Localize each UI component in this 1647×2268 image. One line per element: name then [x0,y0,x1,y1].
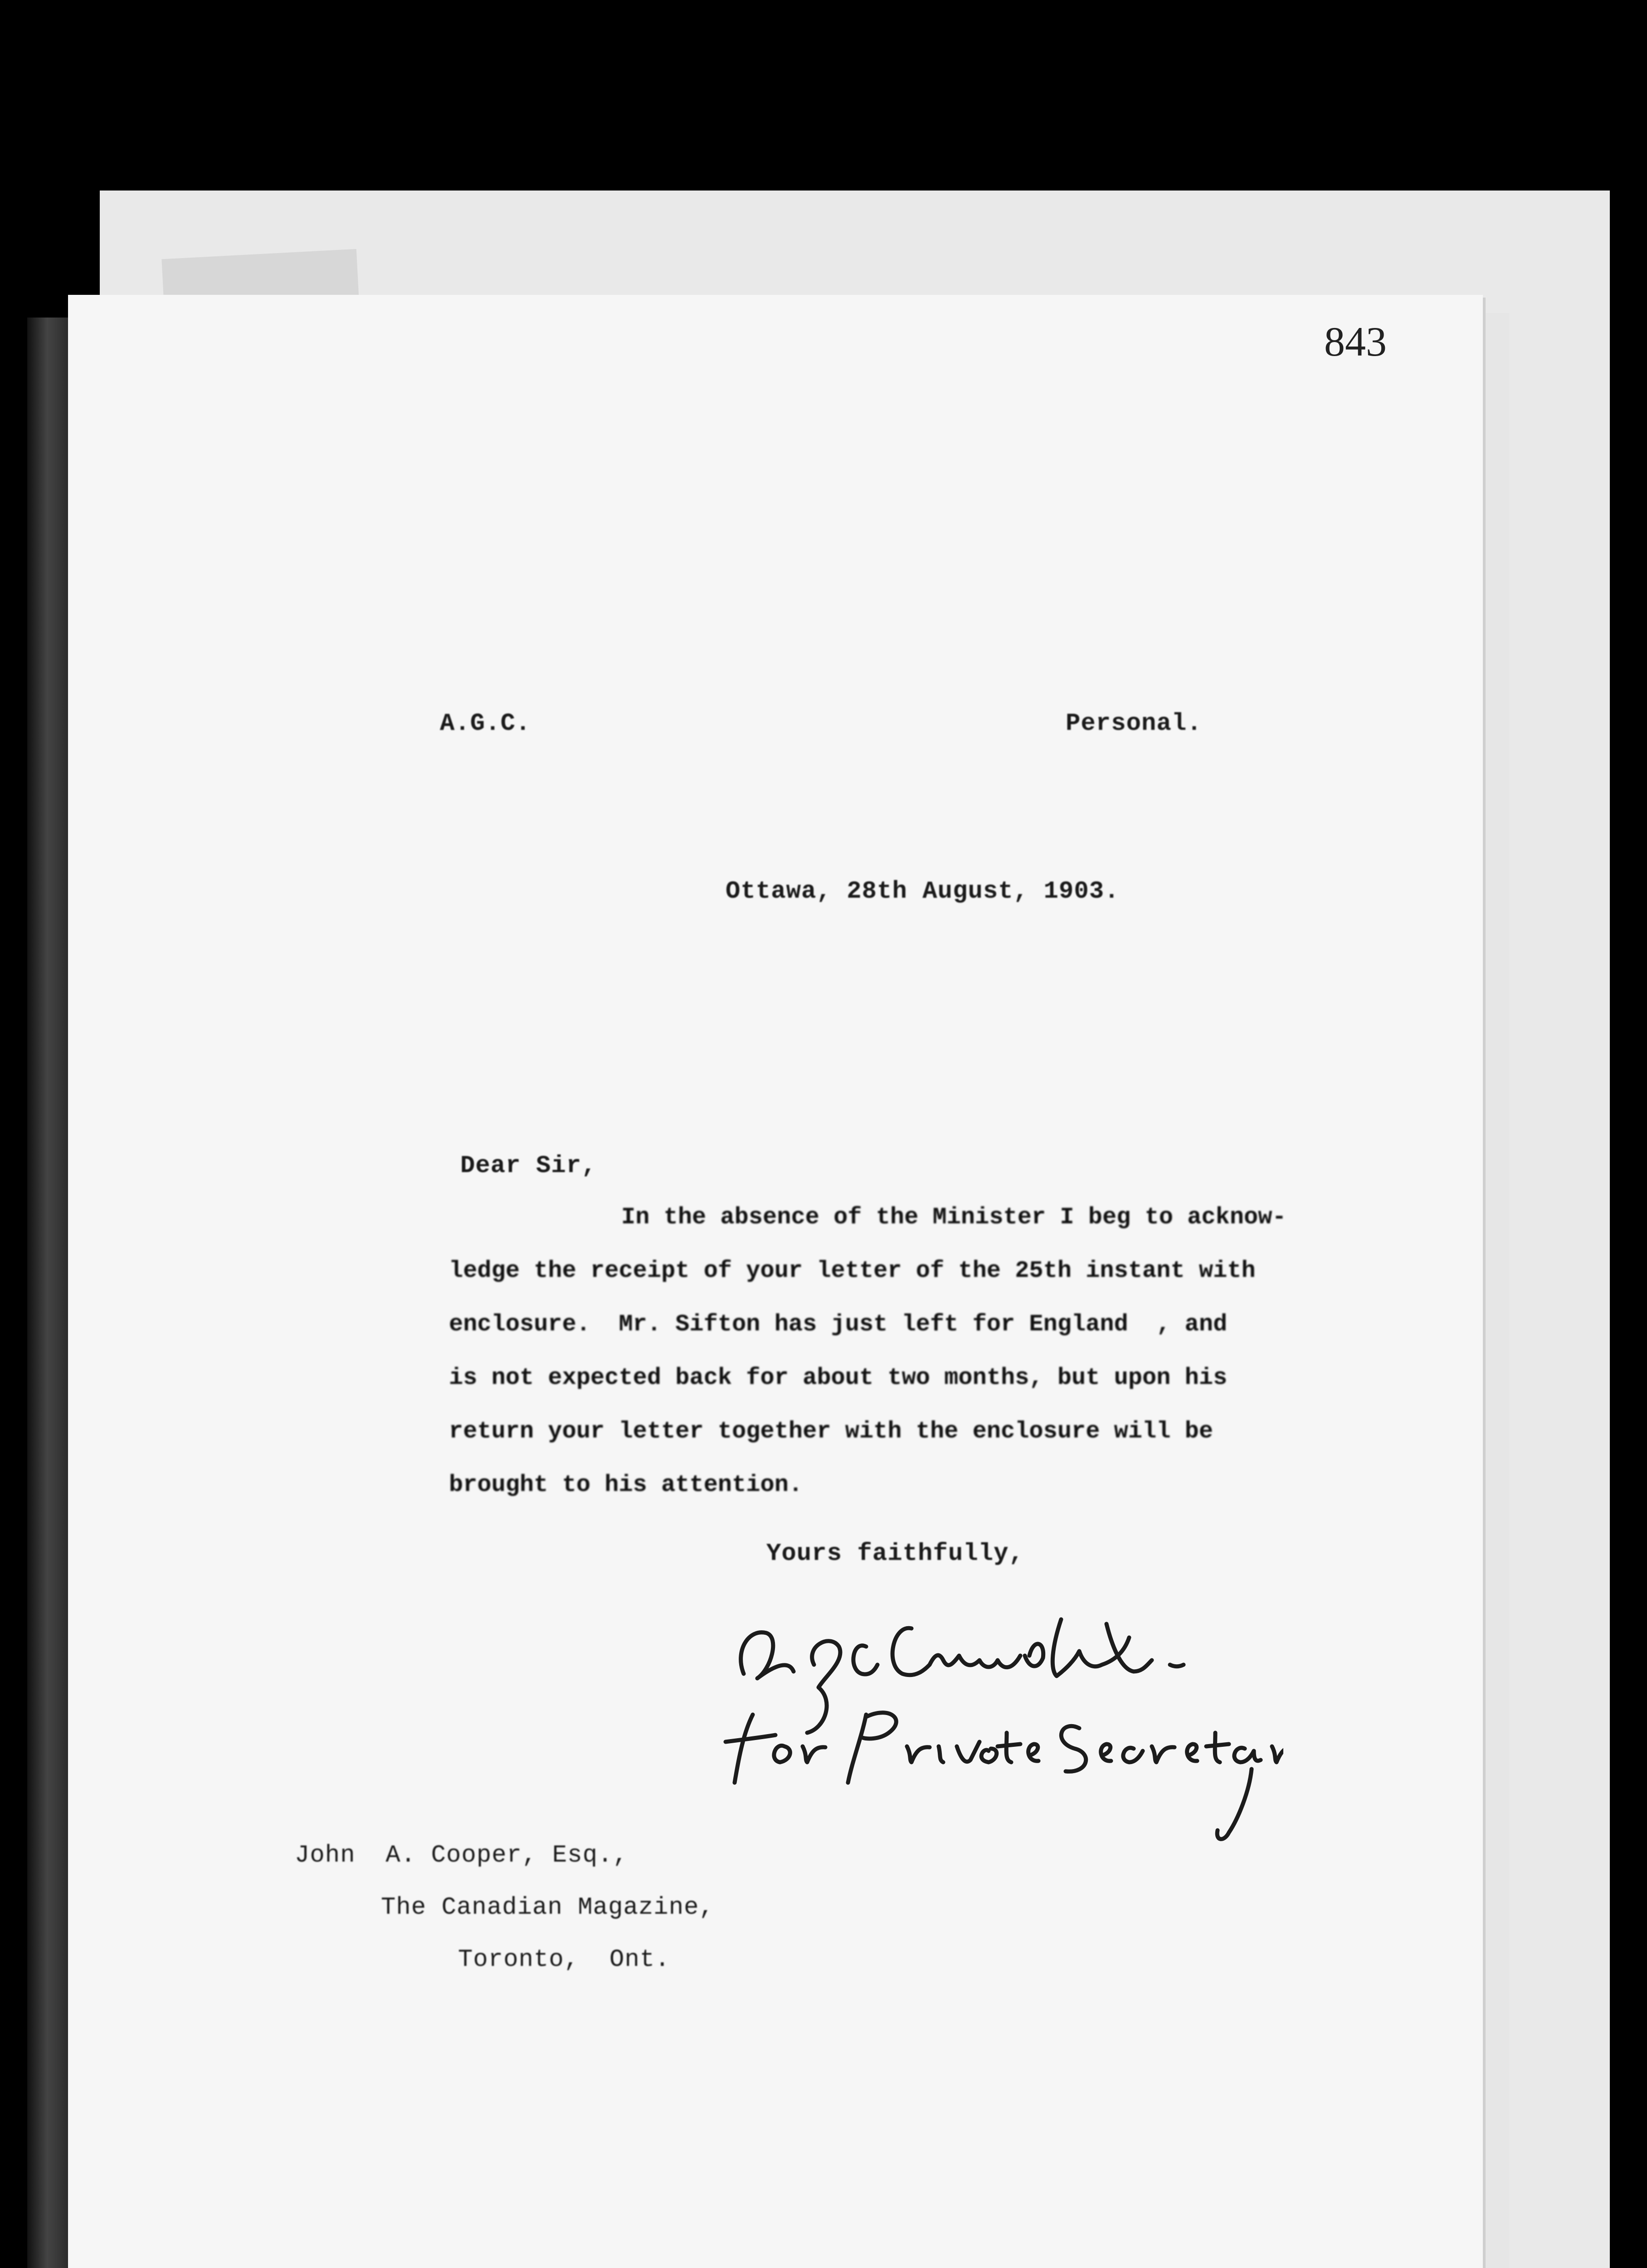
body-line: enclosure. Mr. Sifton has just left for England , and [449,1311,1228,1338]
addressee-city: Toronto, Ont. [458,1946,670,1974]
body-line: is not expected back for about two months, but upon his [449,1364,1228,1391]
salutation: Dear Sir, [460,1152,597,1180]
addressee-name: John A. Cooper, Esq., [295,1842,628,1869]
body-line: return your letter together with the enclosure will be [449,1418,1213,1445]
classification-label: Personal. [1066,710,1202,738]
body-line: brought to his attention. [449,1471,803,1498]
dateline: Ottawa, 28th August, 1903. [726,878,1120,905]
body-line: ledge the receipt of your letter of the 25th instant with [449,1257,1256,1284]
handwritten-signature [716,1597,1283,1851]
addressee-organization: The Canadian Magazine, [381,1894,714,1921]
reference-initials: A.G.C. [440,710,531,738]
page-number: 843 [1324,318,1387,365]
letter-body [449,1191,1397,1512]
closing: Yours faithfully, [766,1540,1024,1568]
body-line: In the absence of the Minister I beg to acknow- [621,1204,1286,1231]
